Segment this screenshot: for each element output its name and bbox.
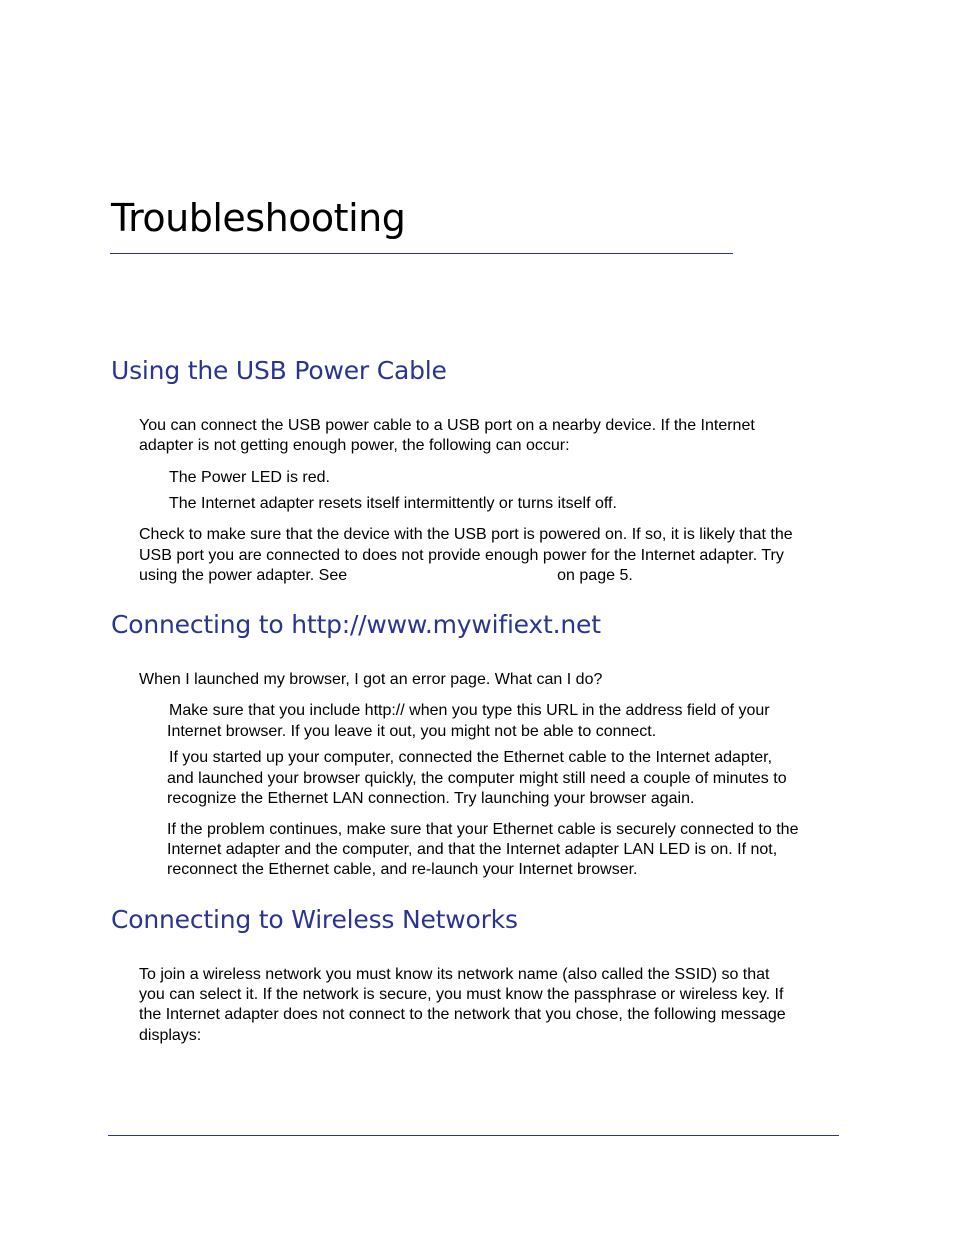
wireless-line-1: To join a wireless network you must know its network name (also called the SSID) so that [139, 966, 770, 983]
mywifiext-item-1-line-1: Make sure that you include http:// when you type this URL in the address field of your [169, 702, 770, 719]
usb-body-line-3-end: on page 5. [557, 567, 633, 584]
usb-body-line-1: Check to make sure that the device with the USB port is powered on. If so, it is likely that the [139, 526, 793, 543]
mywifiext-item-2-line-2: and launched your browser quickly, the computer might still need a couple of minutes to [167, 770, 787, 787]
usb-intro-line-1: You can connect the USB power cable to a USB port on a nearby device. If the Internet [139, 417, 755, 434]
mywifiext-item-3-line-3: reconnect the Ethernet cable, and re-launch your Internet browser. [167, 861, 638, 878]
section-heading-wireless: Connecting to Wireless Networks [111, 905, 518, 934]
wireless-line-3: the Internet adapter does not connect to the network that you chose, the following message [139, 1006, 786, 1023]
mywifiext-item-2-line-1: If you started up your computer, connected the Ethernet cable to the Internet adapter, [169, 749, 773, 766]
mywifiext-item-3-line-2: Internet adapter and the computer, and that the Internet adapter LAN LED is on. If not, [167, 841, 778, 858]
usb-intro-line-2: adapter is not getting enough power, the following can occur: [139, 437, 570, 454]
chapter-title: Troubleshooting [111, 196, 406, 240]
mywifiext-question: When I launched my browser, I got an error page. What can I do? [139, 671, 603, 688]
section-heading-mywifiext: Connecting to http://www.mywifiext.net [111, 610, 601, 639]
section-heading-usb-power: Using the USB Power Cable [111, 356, 447, 385]
usb-bullet-item: The Internet adapter resets itself intermittently or turns itself off. [169, 495, 617, 512]
mywifiext-item-1-line-2: Internet browser. If you leave it out, you might not be able to connect. [167, 723, 657, 740]
wireless-line-2: you can select it. If the network is secure, you must know the passphrase or wireless key. If [139, 986, 784, 1003]
usb-body-line-2: USB port you are connected to does not provide enough power for the Internet adapter. Try [139, 547, 784, 564]
mywifiext-item-3-line-1: If the problem continues, make sure that your Ethernet cable is securely connected to the [167, 821, 799, 838]
mywifiext-item-2-line-3: recognize the Ethernet LAN connection. Try launching your browser again. [167, 790, 695, 807]
footer-divider [108, 1135, 839, 1136]
usb-bullet-item: The Power LED is red. [169, 469, 330, 486]
usb-body-line-3-start: using the power adapter. See [139, 567, 348, 584]
wireless-line-4: displays: [139, 1027, 202, 1044]
title-divider [110, 253, 733, 254]
usb-body-line-3 [139, 566, 633, 587]
